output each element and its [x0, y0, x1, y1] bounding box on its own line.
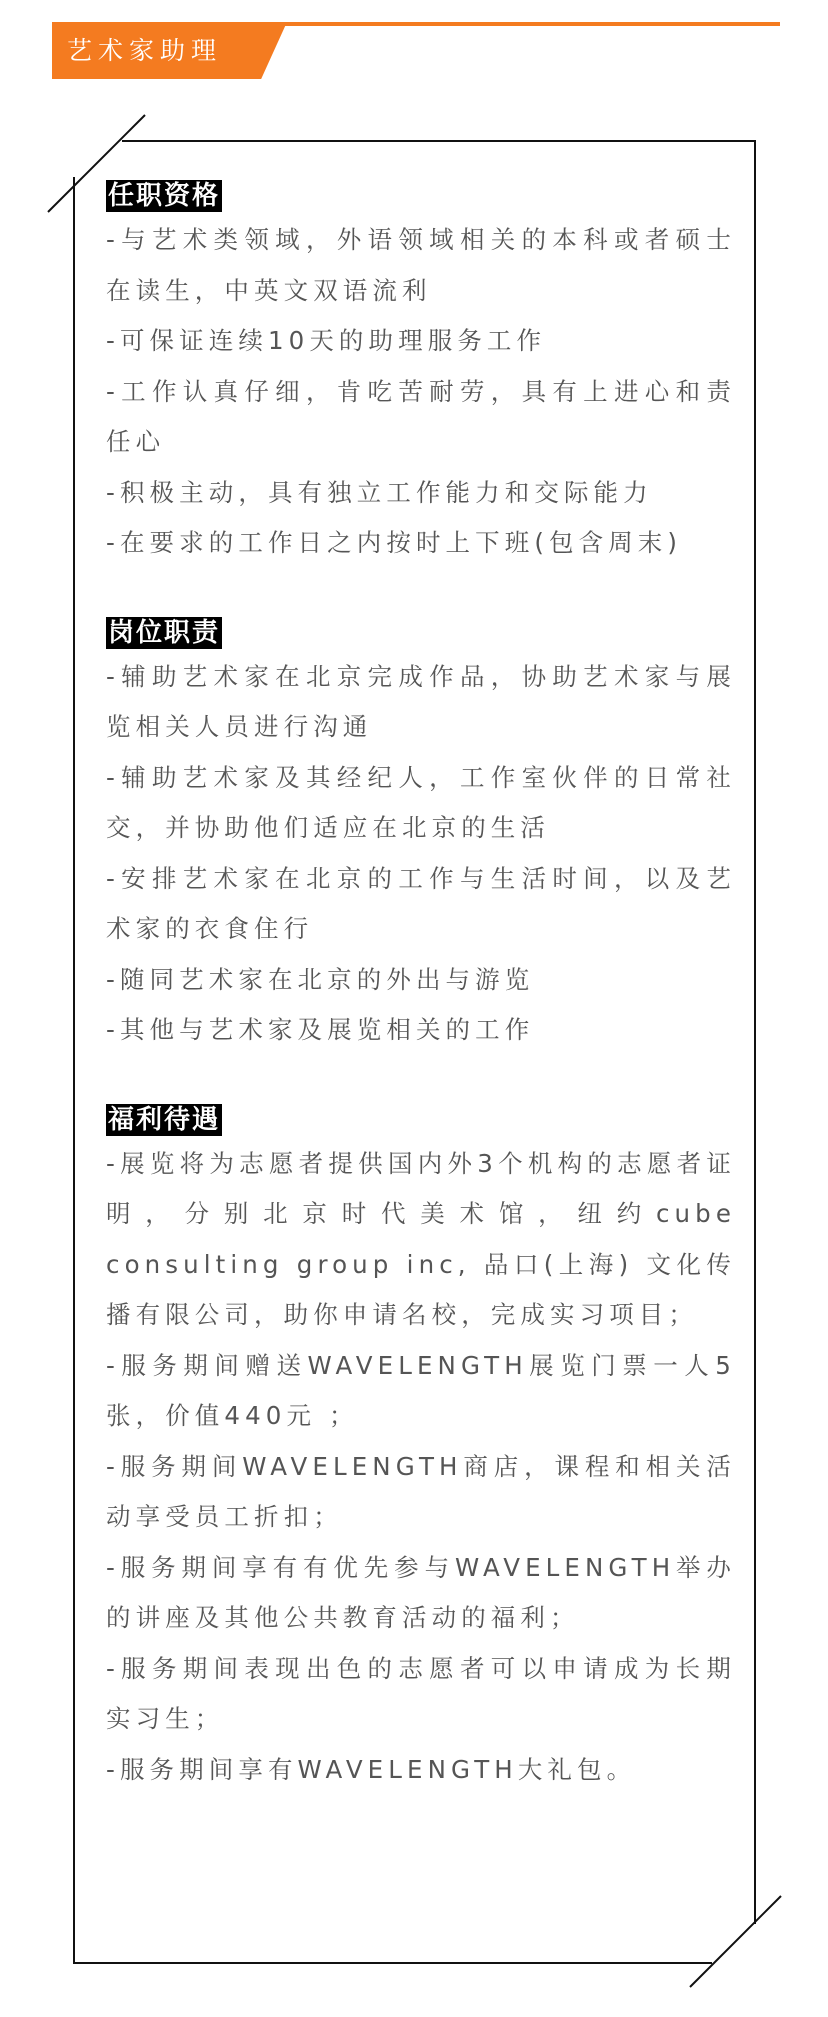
list-item: -工作认真仔细，肯吃苦耐劳，具有上进心和责任心	[106, 376, 736, 456]
page-title: 艺术家助理	[67, 36, 223, 65]
list-item: -展览将为志愿者提供国内外3个机构的志愿者证明，分别北京时代美术馆，纽约cube consulting group inc, 品口(上海) 文化传播有限公司，助你申请名校，完成实习项目；	[106, 1148, 736, 1329]
list-item: -服务期间享有有优先参与WAVELENGTH举办的讲座及其他公共教育活动的福利；	[106, 1552, 736, 1632]
section-heading: 任职资格	[108, 181, 221, 211]
list-item: -其他与艺术家及展览相关的工作	[106, 1015, 535, 1044]
list-item: -辅助艺术家及其经纪人，工作室伙伴的日常社交，并协助他们适应在北京的生活	[106, 762, 736, 842]
list-item: -服务期间表现出色的志愿者可以申请成为长期实习生；	[106, 1653, 736, 1733]
list-item: -辅助艺术家在北京完成作品，协助艺术家与展览相关人员进行沟通	[106, 661, 736, 741]
list-item: -服务期间享有WAVELENGTH大礼包。	[106, 1754, 637, 1784]
list-item: -服务期间WAVELENGTH商店，课程和相关活动享受员工折扣；	[106, 1451, 736, 1531]
section-responsibilities	[106, 617, 736, 1056]
list-item: -与艺术类领域，外语领域相关的本科或者硕士在读生，中英文双语流利	[106, 225, 736, 305]
list-item: -积极主动，具有独立工作能力和交际能力	[106, 477, 653, 507]
section-benefits	[106, 1104, 736, 1796]
list-item: -随同艺术家在北京的外出与游览	[106, 964, 535, 994]
list-item: -服务期间赠送WAVELENGTH展览门票一人5张，价值440元 ；	[106, 1350, 736, 1430]
section-heading: 福利待遇	[108, 1104, 221, 1135]
section-heading: 岗位职责	[108, 617, 221, 648]
section-qualifications	[106, 180, 736, 569]
list-item: -可保证连续10天的助理服务工作	[106, 326, 547, 355]
list-item: -在要求的工作日之内按时上下班(包含周末)	[106, 528, 683, 557]
list-item: -安排艺术家在北京的工作与生活时间，以及艺术家的衣食住行	[106, 863, 736, 943]
corner-slash-bottom-right	[690, 1890, 800, 2000]
main-content	[106, 180, 736, 1843]
